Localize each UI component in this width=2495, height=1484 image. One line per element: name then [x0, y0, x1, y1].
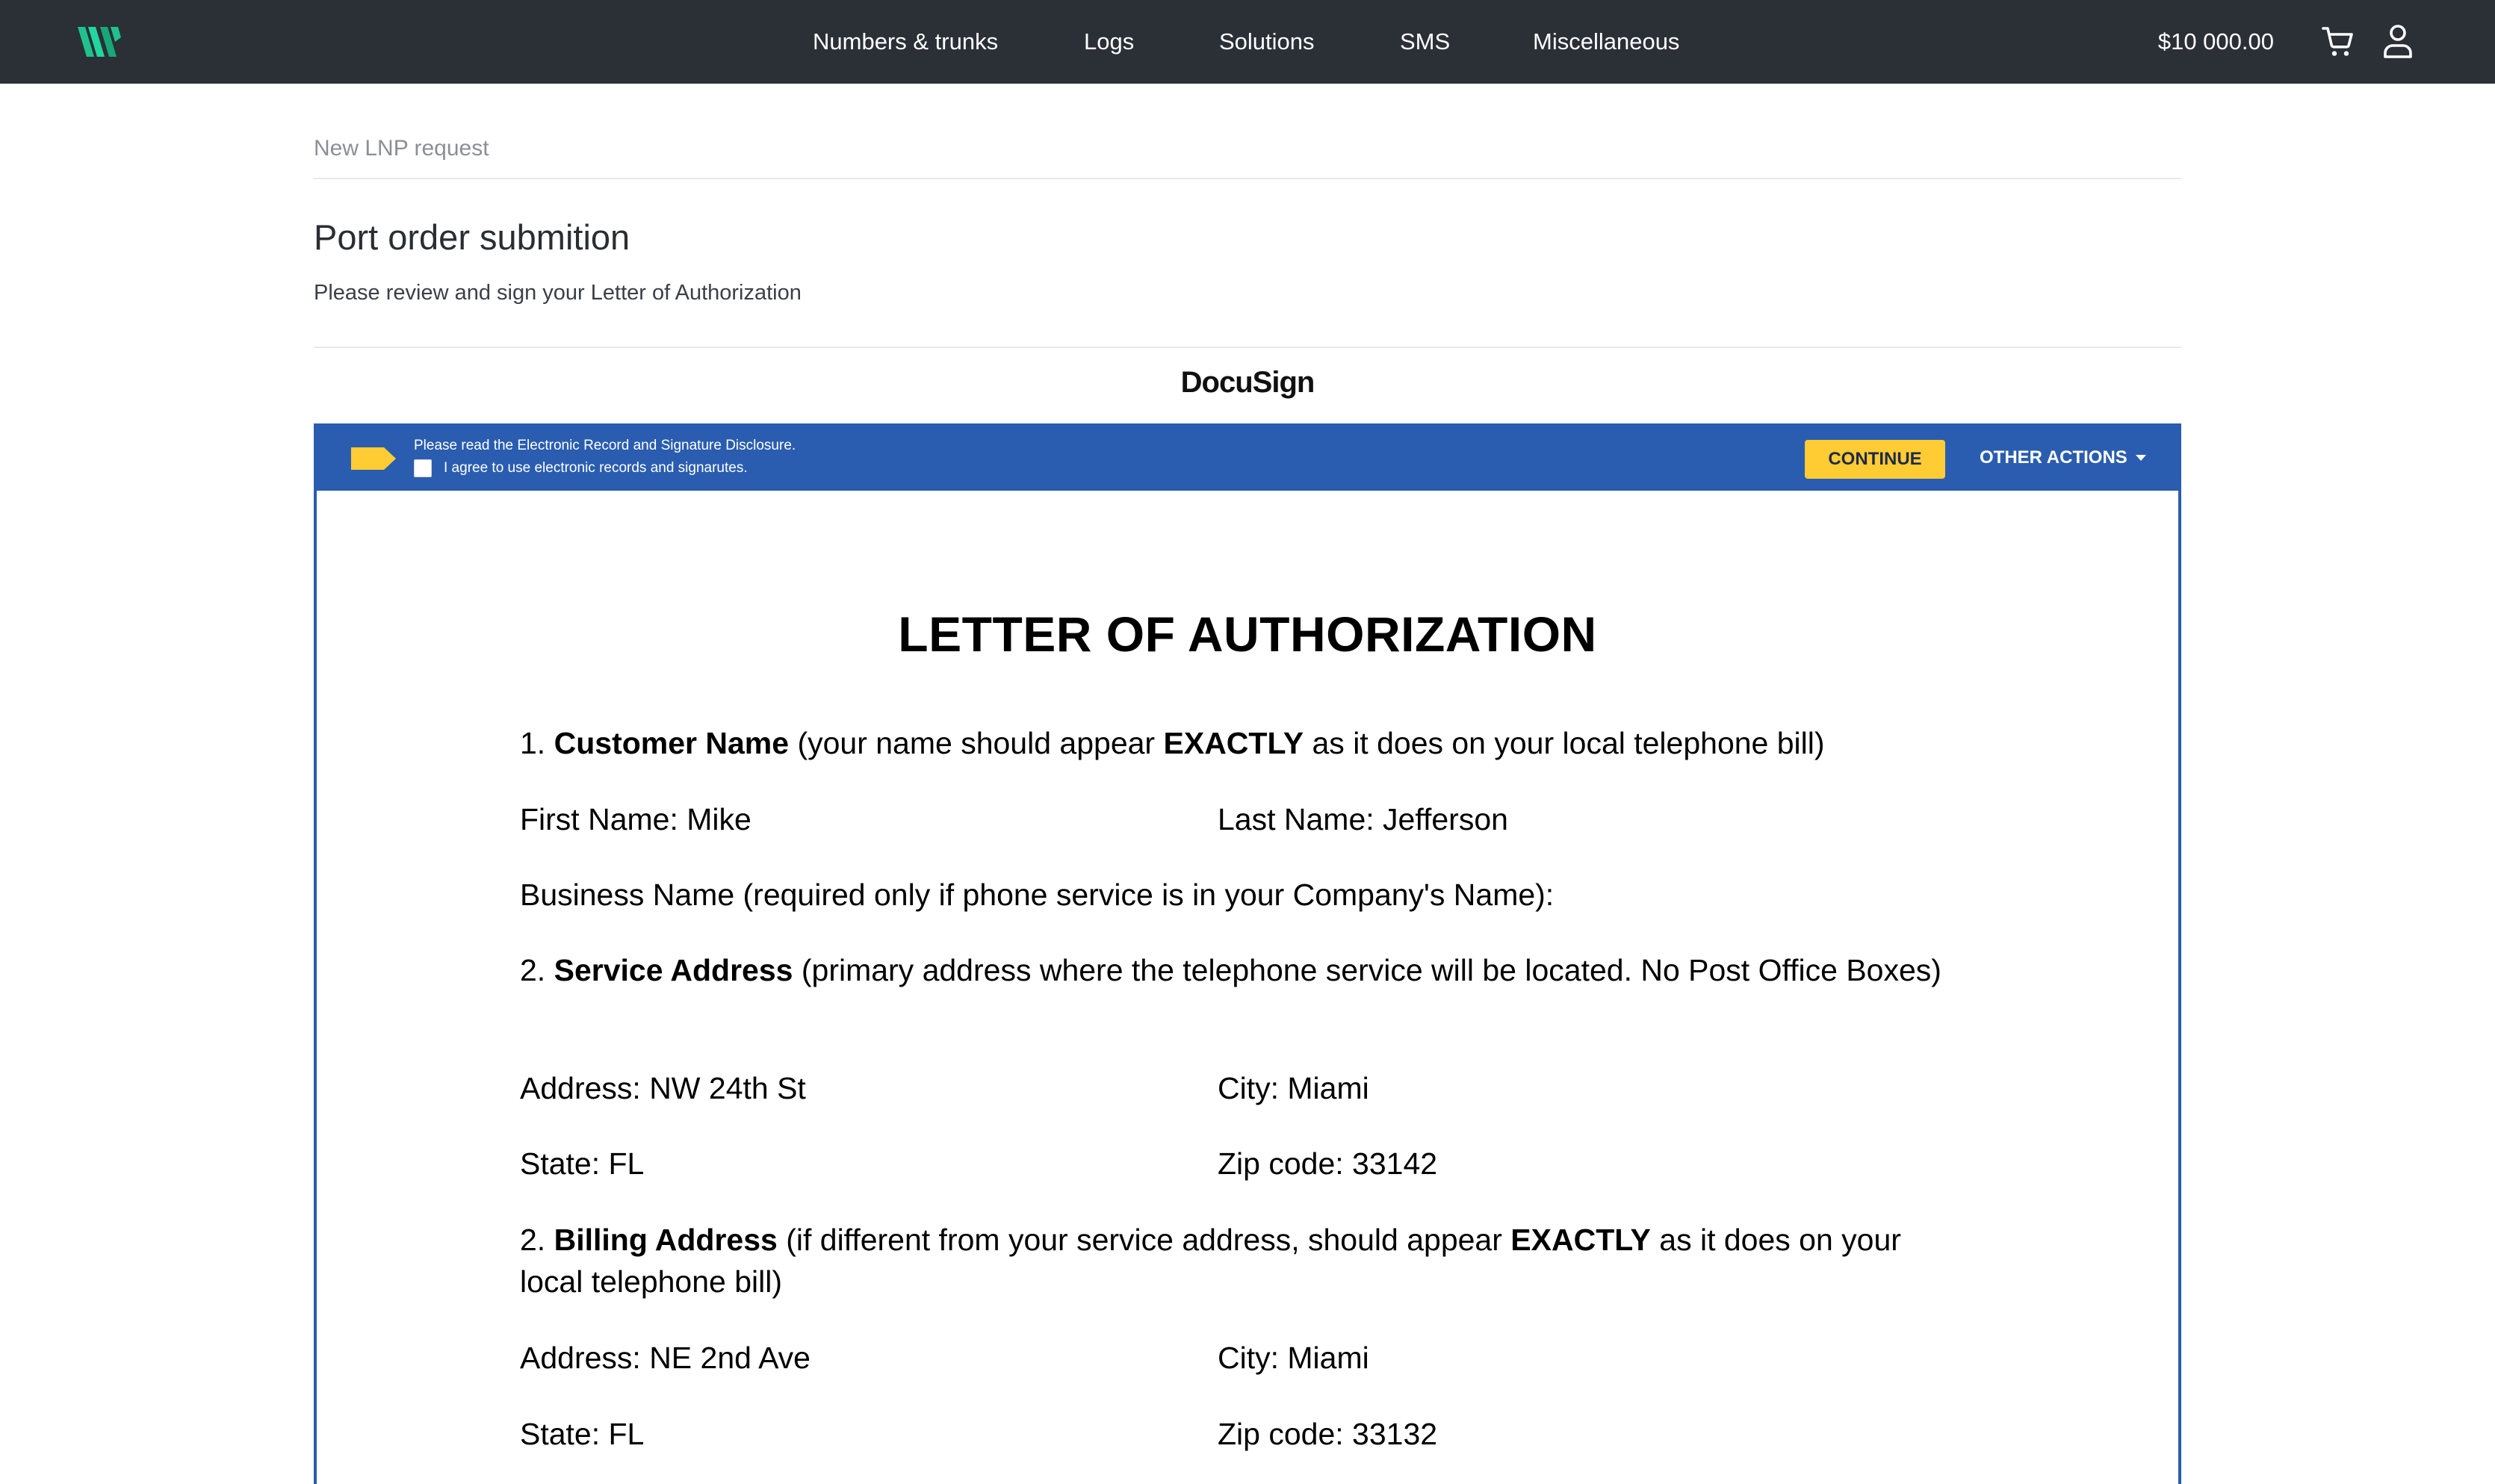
docusign-logo: DocuSign	[1180, 366, 1315, 399]
top-navigation-bar	[0, 0, 2495, 84]
user-icon[interactable]	[2380, 22, 2416, 60]
section-note: as it does on your local telephone bill)	[520, 1223, 1901, 1299]
cart-icon[interactable]	[2320, 24, 2356, 60]
account-balance: $10 000.00	[2157, 28, 2274, 55]
divider	[314, 178, 2181, 179]
nav-item-numbers-trunks[interactable]: Numbers & trunks	[813, 28, 999, 55]
divider	[314, 347, 2181, 348]
billing-state-field: State: FL	[520, 1417, 645, 1451]
billing-address-heading	[520, 1219, 1954, 1303]
section-heading: Billing Address	[554, 1223, 778, 1257]
service-zip-field: Zip code: 33142	[1218, 1146, 1438, 1181]
section-number: 2.	[520, 1223, 546, 1257]
service-address-field: Address: NW 24th St	[520, 1071, 806, 1105]
billing-city-field: City: Miami	[1218, 1341, 1369, 1375]
docusign-action-bar	[317, 426, 2178, 491]
breadcrumb[interactable]: New LNP request	[314, 136, 489, 161]
billing-address-field: Address: NE 2nd Ave	[520, 1341, 811, 1375]
tag-icon	[350, 446, 397, 471]
other-actions-label: OTHER ACTIONS	[1980, 447, 2127, 468]
agree-control[interactable]	[414, 459, 748, 477]
nav-item-miscellaneous[interactable]: Miscellaneous	[1533, 28, 1680, 55]
nav-item-solutions[interactable]: Solutions	[1219, 28, 1315, 55]
service-city-field: City: Miami	[1218, 1071, 1369, 1105]
section-note: (primary address where the telephone service will be located. No Post Office Boxes)	[801, 953, 1941, 987]
nav-item-sms[interactable]: SMS	[1400, 28, 1451, 55]
page-title: Port order submition	[314, 217, 630, 257]
other-actions-menu[interactable]	[1980, 447, 2147, 468]
docusign-document-frame	[314, 423, 2181, 1484]
section-emphasis: EXACTLY	[1510, 1223, 1651, 1257]
nav-item-logs[interactable]: Logs	[1084, 28, 1135, 55]
business-name-field: Business Name (required only if phone service is in your Company's Name):	[520, 878, 1555, 912]
service-address-heading	[520, 949, 1954, 991]
section-heading: Service Address	[554, 953, 793, 987]
section-number: 1.	[520, 726, 546, 760]
customer-name-heading	[520, 722, 1825, 764]
section-note: as it does on your local telephone bill)	[1312, 726, 1825, 760]
last-name-field: Last Name: Jefferson	[1218, 802, 1508, 836]
section-note: (if different from your service address, should appear	[786, 1223, 1502, 1257]
letter-title: LETTER OF AUTHORIZATION	[898, 606, 1597, 662]
service-state-field: State: FL	[520, 1146, 645, 1181]
page-subtitle: Please review and sign your Letter of Authorization	[314, 281, 802, 305]
continue-button[interactable]: CONTINUE	[1805, 440, 1945, 479]
first-name-field: First Name: Mike	[520, 802, 751, 836]
agree-checkbox[interactable]	[414, 459, 432, 477]
section-emphasis: EXACTLY	[1163, 726, 1304, 760]
agree-label: I agree to use electronic records and signarutes.	[444, 460, 748, 476]
main-nav	[0, 0, 2495, 84]
section-note: (your name should appear	[797, 726, 1156, 760]
section-heading: Customer Name	[554, 726, 790, 760]
caret-down-icon	[2135, 454, 2147, 462]
billing-zip-field: Zip code: 33132	[1218, 1417, 1438, 1451]
section-number: 2.	[520, 953, 546, 987]
disclosure-notice[interactable]: Please read the Electronic Record and Signature Disclosure.	[414, 438, 796, 453]
